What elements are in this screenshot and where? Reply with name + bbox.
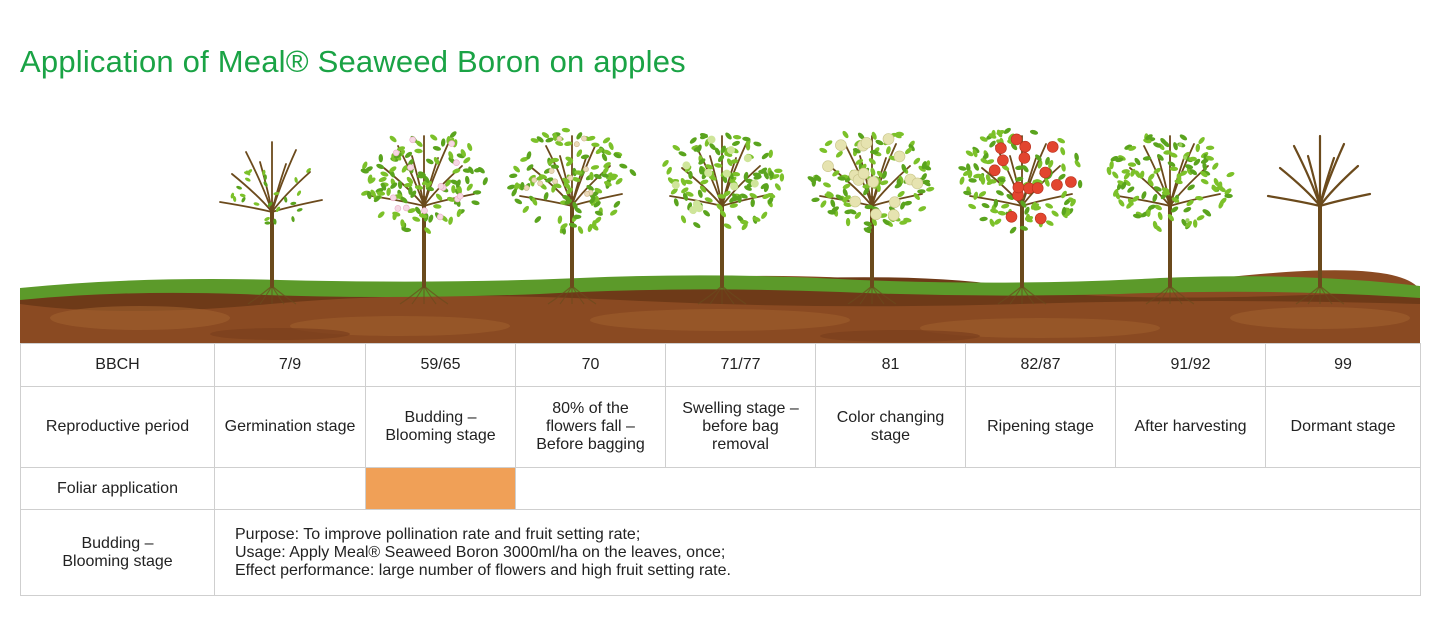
bbch-value: 71/77 [666,344,816,387]
period-cell [666,387,816,468]
usage-text: Usage: Apply Meal® Seaweed Boron 3000ml/ha on the leaves, once; [235,543,726,561]
bbch-row [21,344,1421,387]
bbch-value: 81 [816,344,966,387]
effect-text: Effect performance: large number of flowers and high fruit setting rate. [235,561,731,579]
period-line: flowers fall – [546,418,635,435]
period-line: Ripening stage [987,418,1094,435]
detail-label-line: Budding – [81,534,154,552]
period-line: removal [712,436,769,453]
reproductive-period-row [21,387,1421,468]
period-line: After harvesting [1134,418,1247,435]
foliar-cell [215,468,366,510]
detail-text [215,510,1421,596]
page-title: Application of Meal® Seaweed Boron on apples [20,44,686,79]
bbch-value: 82/87 [966,344,1116,387]
bbch-value: 70 [516,344,666,387]
bbch-value: 91/92 [1116,344,1266,387]
period-line: Color changing [836,409,945,426]
apple-growth-illustration [20,108,1420,344]
purpose-text: Purpose: To improve pollination rate and fruit setting rate; [235,525,641,543]
bbch-value: 7/9 [215,344,366,387]
period-label: Reproductive period [21,387,215,468]
period-line: Before bagging [536,436,645,453]
period-cell [816,387,966,468]
period-line: before bag [702,418,779,435]
blossoming-tree-icon [360,130,489,304]
bbch-value: 59/65 [366,344,516,387]
period-line: Blooming stage [385,427,496,444]
detail-label [21,510,215,596]
period-cell [366,387,516,468]
stage-table [20,343,1421,596]
period-line: Budding – [404,409,477,426]
bbch-value: 99 [1266,344,1421,387]
period-cell [516,387,666,468]
foliar-empty-span [516,468,1421,510]
stage-detail-row [21,510,1421,596]
foliar-applied-cell [366,468,516,510]
period-line: Swelling stage – [682,400,799,417]
ripe-apple-tree-icon [958,127,1083,304]
bbch-label: BBCH [21,344,215,387]
period-line: 80% of the [552,400,629,417]
period-line: Dormant stage [1290,418,1396,435]
period-cell [966,387,1116,468]
foliar-application-row [21,468,1421,510]
period-cell [215,387,366,468]
period-cell [1116,387,1266,468]
period-cell [1266,387,1421,468]
period-line: stage [870,427,911,444]
period-line: Germination stage [224,418,356,435]
foliar-label: Foliar application [21,468,215,510]
detail-label-line: Blooming stage [62,552,173,570]
